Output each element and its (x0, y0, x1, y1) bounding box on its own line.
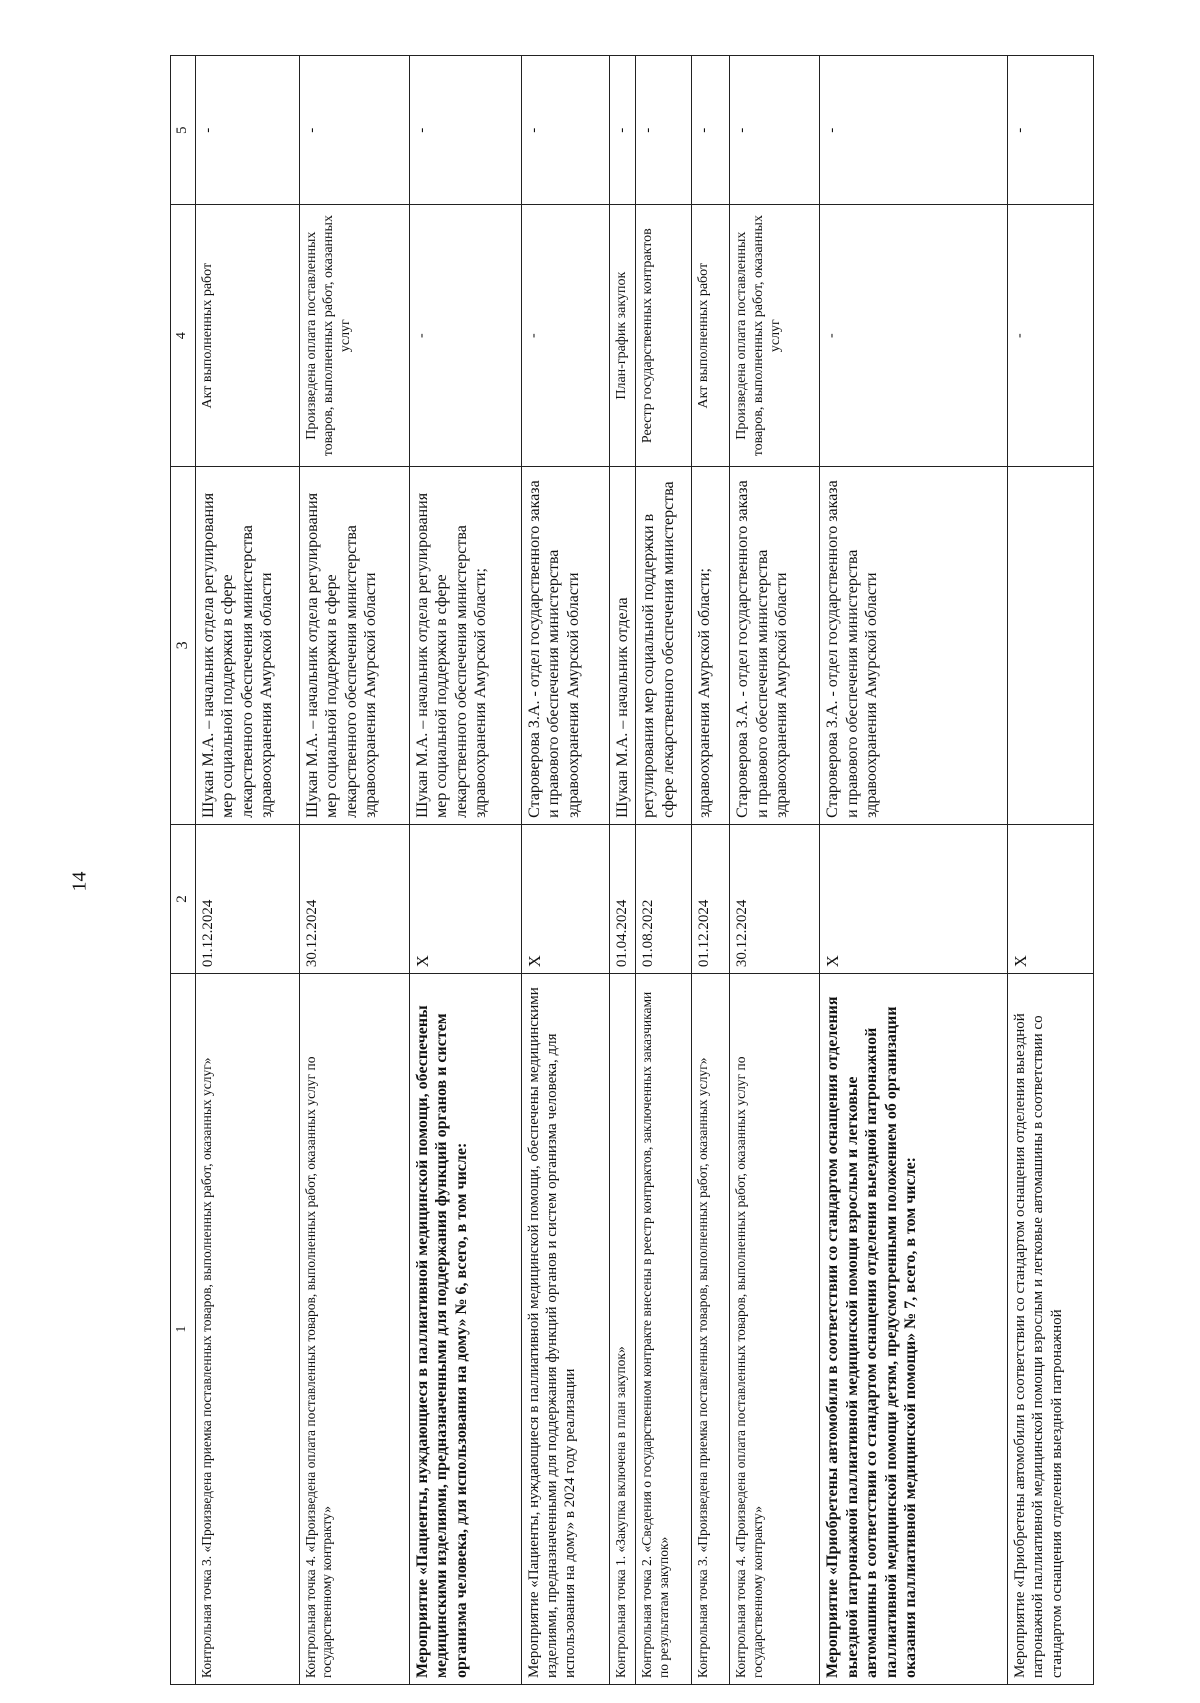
cell-responsible: Староверова З.А. - отдел государственного заказа и правового обеспечения министерства здравоохранения Амурской области (820, 466, 1008, 824)
cell-note: - (299, 56, 409, 205)
table-row (636, 56, 692, 1685)
cell-note: - (730, 56, 820, 205)
cell-note: - (692, 56, 730, 205)
cell-date: X (409, 824, 521, 973)
plan-table (170, 55, 1094, 1685)
header-row (171, 56, 196, 1685)
cell-document: Реестр государственных контрактов (636, 205, 692, 467)
cell-responsible: Шукан М.А. – начальник отдела регулирования мер социальной поддержки в сфере лекарственного обеспечения министерства здравоохранения Амурской области (299, 466, 409, 824)
cell-responsible: Староверова З.А. - отдел государственного заказа и правового обеспечения министерства здравоохранения Амурской области (730, 466, 820, 824)
cell-date: 01.12.2024 (195, 824, 299, 973)
cell-document: Акт выполненных работ (692, 205, 730, 467)
cell-document: Произведена оплата поставленных товаров, выполненных работ, оказанных услуг (730, 205, 820, 467)
cell-note: - (409, 56, 521, 205)
table-row (730, 56, 820, 1685)
cell-event: Контрольная точка 3. «Произведена приемка поставленных товаров, выполненных работ, оказанных услуг» (692, 974, 730, 1685)
cell-document: План-график закупок (609, 205, 636, 467)
cell-responsible: Шукан М.А. – начальник отдела (609, 466, 636, 824)
table-row (409, 56, 521, 1685)
header-col-2: 2 (171, 824, 196, 973)
cell-responsible: Шукан М.А. – начальник отдела регулирования мер социальной поддержки в сфере лекарственного обеспечения министерства здравоохранения Амурской области (195, 466, 299, 824)
rotated-table-container (170, 55, 1090, 1685)
cell-responsible (1008, 466, 1094, 824)
cell-note: - (820, 56, 1008, 205)
table-row (195, 56, 299, 1685)
cell-date: X (521, 824, 609, 973)
cell-date: 01.04.2024 (609, 824, 636, 973)
cell-event: Мероприятие «Пациенты, нуждающиеся в паллиативной медицинской помощи, обеспечены медицинскими изделиями, предназначенными для поддержания функций органов и систем организма человека, для использования на дому» в 2024 году реализации (521, 974, 609, 1685)
cell-date: 01.12.2024 (692, 824, 730, 973)
cell-document: - (409, 205, 521, 467)
table-row (692, 56, 730, 1685)
cell-document: Акт выполненных работ (195, 205, 299, 467)
cell-event: Контрольная точка 1. «Закупка включена в план закупок» (609, 974, 636, 1685)
cell-responsible: здравоохранения Амурской области; (692, 466, 730, 824)
cell-event: Мероприятие «Пациенты, нуждающиеся в паллиативной медицинской помощи, обеспечены медицинскими изделиями, предназначенными для поддержания функций органов и систем организма человека, для использования на дому» № 6, всего, в том числе: (409, 974, 521, 1685)
header-col-4: 4 (171, 205, 196, 467)
cell-date: 01.08.2022 (636, 824, 692, 973)
cell-event: Мероприятие «Приобретены автомобили в соответствии со стандартом оснащения отделения выездной патронажной паллиативной медицинской помощи взрослым и легковые автомашины в соответствии со стандартом оснащения отделения выездной патронажной (1008, 974, 1094, 1685)
cell-note: - (609, 56, 636, 205)
cell-event: Мероприятие «Приобретены автомобили в соответствии со стандартом оснащения отделения выездной патронажной паллиативной медицинской помощи взрослым и легковые автомашины в соответствии со стандартом оснащения отделения выездной патронажной паллиативной медицинской помощи детям, предусмотренными положением об организации оказания паллиативной медицинской помощи» № 7, всего, в том числе: (820, 974, 1008, 1685)
cell-event: Контрольная точка 4. «Произведена оплата поставленных товаров, выполненных работ, оказанных услуг по государственному контракту» (299, 974, 409, 1685)
table-row (521, 56, 609, 1685)
header-col-5: 5 (171, 56, 196, 205)
cell-document: - (1008, 205, 1094, 467)
page-number: 14 (68, 871, 91, 892)
header-col-1: 1 (171, 974, 196, 1685)
header-col-3: 3 (171, 466, 196, 824)
cell-document: - (521, 205, 609, 467)
cell-document: Произведена оплата поставленных товаров, выполненных работ, оказанных услуг (299, 205, 409, 467)
cell-responsible: регулирования мер социальной поддержки в сфере лекарственного обеспечения министерства (636, 466, 692, 824)
cell-date: 30.12.2024 (730, 824, 820, 973)
table-row (299, 56, 409, 1685)
cell-event: Контрольная точка 4. «Произведена оплата поставленных товаров, выполненных работ, оказанных услуг по государственному контракту» (730, 974, 820, 1685)
cell-note: - (521, 56, 609, 205)
cell-note: - (636, 56, 692, 205)
table-row (820, 56, 1008, 1685)
cell-event: Контрольная точка 3. «Произведена приемка поставленных товаров, выполненных работ, оказанных услуг» (195, 974, 299, 1685)
table-row (1008, 56, 1094, 1685)
table-row (609, 56, 636, 1685)
cell-date: X (1008, 824, 1094, 973)
cell-note: - (195, 56, 299, 205)
cell-note: - (1008, 56, 1094, 205)
cell-date: X (820, 824, 1008, 973)
cell-responsible: Шукан М.А. – начальник отдела регулирования мер социальной поддержки в сфере лекарственного обеспечения министерства здравоохранения Амурской области; (409, 466, 521, 824)
cell-document: - (820, 205, 1008, 467)
cell-event: Контрольная точка 2. «Сведения о государственном контракте внесены в реестр контрактов, заключенных заказчиками по результатам закупок» (636, 974, 692, 1685)
cell-responsible: Староверова З.А. - отдел государственного заказа и правового обеспечения министерства здравоохранения Амурской области (521, 466, 609, 824)
cell-date: 30.12.2024 (299, 824, 409, 973)
